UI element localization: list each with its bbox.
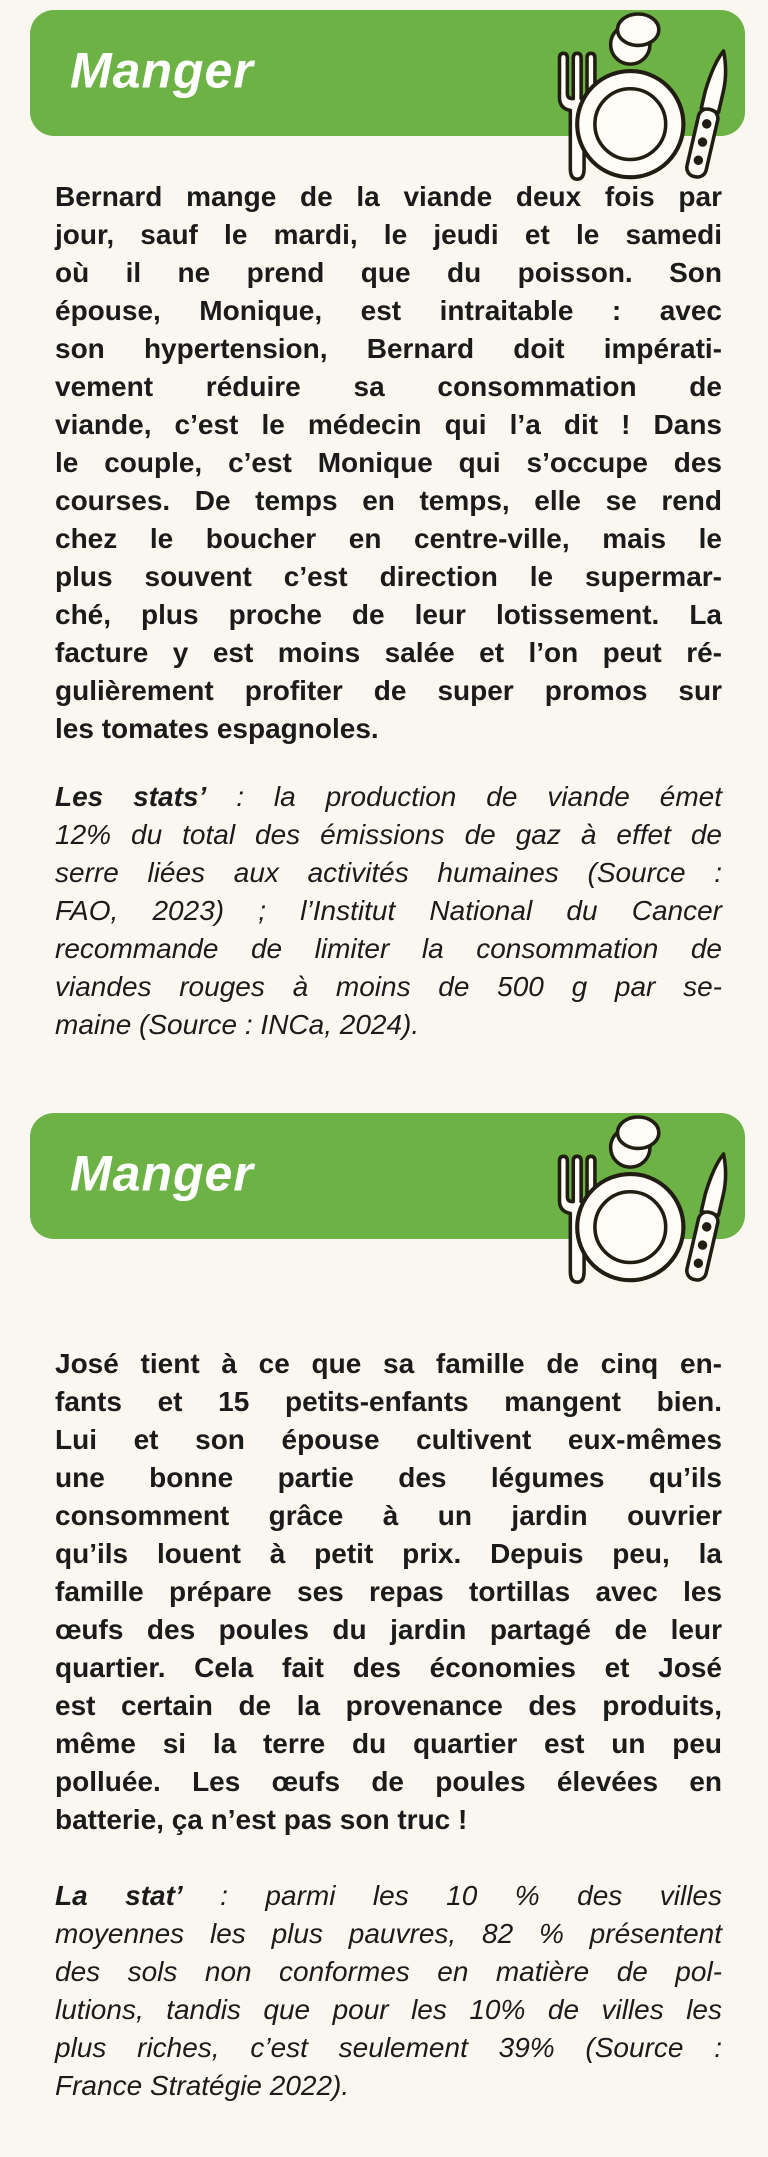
text-line: plus souvent c’est direction le supermar- bbox=[55, 561, 722, 592]
text-line: son hypertension, Bernard doit impérati- bbox=[55, 333, 722, 364]
glass-icon bbox=[611, 1117, 659, 1167]
text-line: épouse, Monique, est intraitable : avec bbox=[55, 295, 722, 326]
knife-icon bbox=[685, 1152, 733, 1282]
text-line: lutions, tandis que pour les 10% de villes les bbox=[55, 1994, 722, 2025]
text-line: une bonne partie des légumes qu’ils bbox=[55, 1462, 722, 1493]
stats-paragraph bbox=[55, 1877, 722, 2105]
text-line: est certain de la provenance des produits, bbox=[55, 1690, 722, 1721]
text-line: courses. De temps en temps, elle se rend bbox=[55, 485, 722, 516]
card-manger-1 bbox=[0, 10, 768, 1044]
text-line: Lui et son épouse cultivent eux-mêmes bbox=[55, 1424, 722, 1455]
text-line: moyennes les plus pauvres, 82 % présentent bbox=[55, 1918, 722, 1949]
text-line: famille prépare ses repas tortillas avec les bbox=[55, 1576, 722, 1607]
text-line: FAO, 2023) ; l’Institut National du Cancer bbox=[55, 895, 722, 926]
text-line: Les stats’ : la production de viande émet bbox=[55, 781, 722, 812]
plate-icon bbox=[577, 71, 683, 177]
text-line: France Stratégie 2022). bbox=[55, 2070, 350, 2101]
text-line: quartier. Cela fait des économies et José bbox=[55, 1652, 722, 1683]
flyer-page bbox=[0, 10, 768, 2157]
text-line: La stat’ : parmi les 10 % des villes bbox=[55, 1880, 722, 1911]
card-title: Manger bbox=[70, 1145, 254, 1202]
card-manger-2 bbox=[0, 1113, 768, 2105]
place-setting-illustration bbox=[538, 13, 758, 190]
glass-icon bbox=[611, 14, 659, 64]
text-line: 12% du total des émissions de gaz à effet de bbox=[55, 819, 722, 850]
stats-paragraph bbox=[55, 778, 722, 1044]
card-title: Manger bbox=[70, 42, 254, 99]
text-line: polluée. Les œufs de poules élevées en bbox=[55, 1766, 722, 1797]
text-line: maine (Source : INCa, 2024). bbox=[55, 1009, 420, 1040]
place-setting-illustration bbox=[538, 1116, 758, 1293]
text-line: des sols non conformes en matière de pol- bbox=[55, 1956, 722, 1987]
knife-icon bbox=[685, 49, 733, 179]
text-line: viande, c’est le médecin qui l’a dit ! Dans bbox=[55, 409, 722, 440]
text-line: fants et 15 petits-enfants mangent bien. bbox=[55, 1386, 722, 1417]
text-line: Bernard mange de la viande deux fois par bbox=[55, 181, 722, 212]
text-line: où il ne prend que du poisson. Son bbox=[55, 257, 722, 288]
text-line: le couple, c’est Monique qui s’occupe des bbox=[55, 447, 722, 478]
text-line: consomment grâce à un jardin ouvrier bbox=[55, 1500, 722, 1531]
text-line: recommande de limiter la consommation de bbox=[55, 933, 722, 964]
text-line: viandes rouges à moins de 500 g par se- bbox=[55, 971, 722, 1002]
text-line: vement réduire sa consommation de bbox=[55, 371, 722, 402]
story-paragraph bbox=[55, 178, 722, 748]
text-line: serre liées aux activités humaines (Source : bbox=[55, 857, 722, 888]
plate-icon bbox=[577, 1174, 683, 1280]
text-line: les tomates espagnoles. bbox=[55, 713, 379, 744]
card-header bbox=[30, 1113, 745, 1239]
text-line: chez le boucher en centre-ville, mais le bbox=[55, 523, 722, 554]
text-line: José tient à ce que sa famille de cinq en- bbox=[55, 1348, 722, 1379]
story-paragraph bbox=[55, 1345, 722, 1839]
text-line: ché, plus proche de leur lotissement. La bbox=[55, 599, 722, 630]
text-line: jour, sauf le mardi, le jeudi et le samedi bbox=[55, 219, 722, 250]
text-line: facture y est moins salée et l’on peut ré- bbox=[55, 637, 722, 668]
text-line: œufs des poules du jardin partagé de leur bbox=[55, 1614, 722, 1645]
card-header bbox=[30, 10, 745, 136]
text-line: gulièrement profiter de super promos sur bbox=[55, 675, 722, 706]
text-line: qu’ils louent à petit prix. Depuis peu, la bbox=[55, 1538, 722, 1569]
text-line: batterie, ça n’est pas son truc ! bbox=[55, 1804, 468, 1835]
text-line: même si la terre du quartier est un peu bbox=[55, 1728, 722, 1759]
text-line: plus riches, c’est seulement 39% (Source : bbox=[55, 2032, 722, 2063]
